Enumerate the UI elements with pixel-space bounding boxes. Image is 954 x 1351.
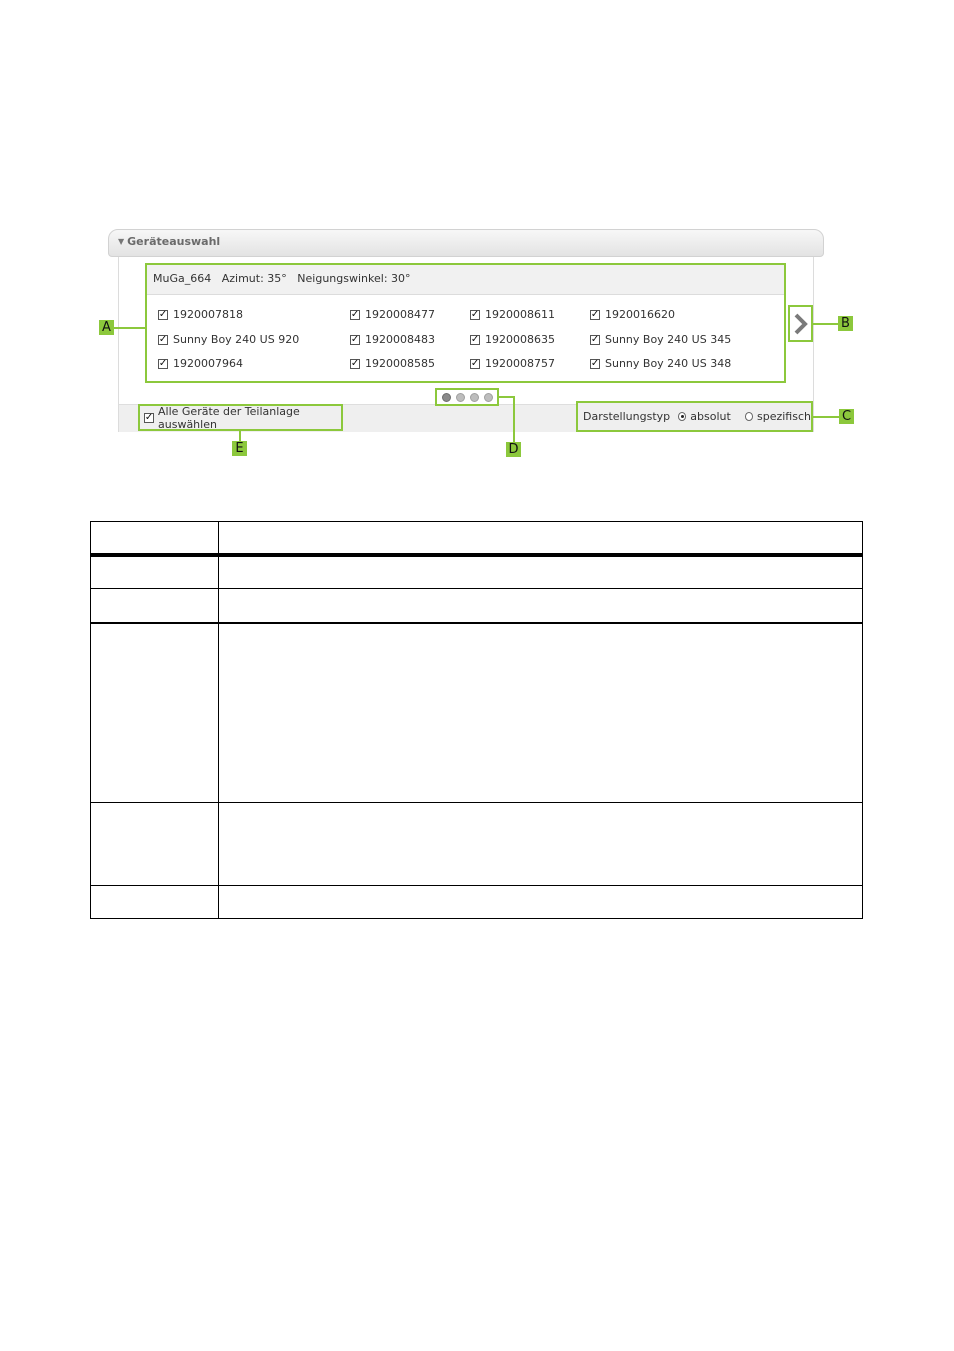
checkmark-icon[interactable]: ✓ (158, 308, 168, 320)
device-label: 1920008585 (365, 357, 435, 370)
table-row (91, 886, 863, 919)
device-label: 1920008477 (365, 308, 435, 321)
display-type-label: Darstellungstyp (583, 410, 671, 423)
device-label: Sunny Boy 240 US 348 (605, 357, 732, 370)
device-checkbox[interactable] (158, 333, 299, 346)
callout-d-line-v (513, 396, 515, 442)
checkmark-icon[interactable]: ✓ (158, 357, 168, 369)
panel-title[interactable] (118, 235, 220, 248)
panel-title-label: Geräteauswahl (127, 235, 221, 248)
display-type-group (576, 401, 813, 432)
device-label: Sunny Boy 240 US 345 (605, 333, 732, 346)
radio-absolut-label[interactable]: absolut (690, 410, 731, 423)
table-row (91, 623, 863, 803)
callout-b-line (813, 323, 838, 325)
callout-d: D (506, 442, 521, 457)
device-checkbox[interactable] (590, 357, 731, 370)
checkmark-icon[interactable]: ✓ (350, 308, 360, 320)
device-checkbox[interactable] (470, 308, 555, 321)
checkmark-icon[interactable]: ✓ (470, 357, 480, 369)
device-checkbox[interactable] (470, 357, 555, 370)
callout-c: C (839, 409, 854, 424)
device-label: 1920008611 (485, 308, 555, 321)
device-checkbox[interactable] (470, 333, 555, 346)
table-cell (219, 555, 863, 589)
radio-spezifisch-label[interactable]: spezifisch (757, 410, 811, 423)
next-page-button[interactable] (788, 305, 813, 342)
table-cell (91, 623, 219, 803)
chevron-right-icon (793, 313, 809, 335)
checkmark-icon[interactable]: ✓ (590, 308, 600, 320)
legend-table (90, 521, 863, 919)
checkmark-icon[interactable]: ✓ (350, 333, 360, 345)
select-all-label: Alle Geräte der Teilanlage auswählen (158, 404, 300, 431)
device-checkbox[interactable] (158, 308, 243, 321)
table-cell (219, 522, 863, 556)
device-label: Sunny Boy 240 US 920 (173, 333, 300, 346)
table-row (91, 589, 863, 624)
table-cell (219, 623, 863, 803)
device-label: 1920016620 (605, 308, 675, 321)
table-cell (91, 803, 219, 886)
device-label: 1920008483 (365, 333, 435, 346)
page-dot[interactable] (456, 393, 465, 402)
device-label: 1920007964 (173, 357, 243, 370)
group-name: MuGa_664 (153, 272, 212, 285)
checkmark-icon[interactable]: ✓ (590, 333, 600, 345)
table-cell (91, 555, 219, 589)
device-checkbox[interactable] (590, 333, 731, 346)
checkmark-icon[interactable]: ✓ (470, 308, 480, 320)
table-cell (91, 522, 219, 556)
table-row (91, 803, 863, 886)
table-cell (91, 886, 219, 919)
callout-a: A (99, 320, 114, 335)
device-label: 1920008635 (485, 333, 555, 346)
group-inclination: Neigungswinkel: 30° (297, 272, 411, 285)
checkmark-icon[interactable]: ✓ (590, 357, 600, 369)
checkmark-icon[interactable]: ✓ (350, 357, 360, 369)
checkmark-icon[interactable]: ✓ (158, 333, 168, 345)
device-checkbox[interactable] (350, 308, 435, 321)
callout-c-line (813, 416, 839, 418)
device-group-title (153, 272, 411, 285)
callout-b: B (838, 316, 853, 331)
table-cell (219, 886, 863, 919)
checkmark-icon[interactable]: ✓ (144, 411, 154, 423)
table-cell (219, 803, 863, 886)
device-checkbox[interactable] (350, 333, 435, 346)
group-azimuth: Azimut: 35° (221, 272, 287, 285)
page-dot[interactable] (470, 393, 479, 402)
callout-e: E (232, 441, 247, 456)
select-all-checkbox[interactable] (138, 404, 343, 431)
table-row (91, 555, 863, 589)
callout-d-line-h (499, 396, 514, 398)
radio-absolut[interactable] (678, 412, 686, 421)
callout-a-line (114, 327, 145, 329)
table-header-row (91, 522, 863, 556)
device-label: 1920008757 (485, 357, 555, 370)
table-cell (219, 589, 863, 624)
page-dot[interactable] (484, 393, 493, 402)
device-label: 1920007818 (173, 308, 243, 321)
callout-e-line (239, 431, 241, 441)
device-checkbox[interactable] (590, 308, 675, 321)
radio-spezifisch[interactable] (745, 412, 753, 421)
table-cell (91, 589, 219, 624)
page-dot[interactable] (442, 393, 451, 402)
device-checkbox[interactable] (158, 357, 243, 370)
page-indicator (435, 388, 499, 406)
checkmark-icon[interactable]: ✓ (470, 333, 480, 345)
triangle-down-icon: ▼ (118, 237, 125, 246)
device-checkbox[interactable] (350, 357, 435, 370)
